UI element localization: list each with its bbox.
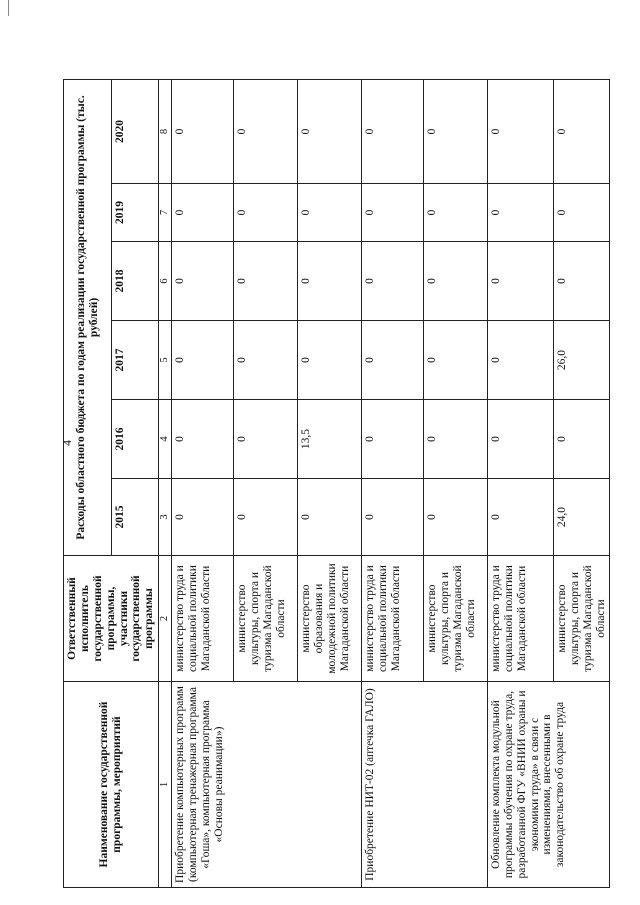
value-cell: 0 (361, 400, 423, 479)
value-cell: 13,5 (297, 400, 361, 479)
executor-cell: министерство культуры, спорта и туризма Магаданской области (423, 556, 487, 682)
executor-cell: министерство образования и молодежной политики Магаданской области (297, 556, 361, 682)
value-cell: 0 (171, 479, 233, 556)
value-cell: 0 (361, 321, 423, 400)
year-2019: 2019 (112, 184, 159, 242)
value-cell: 0 (423, 79, 487, 183)
column-number: 1 (159, 682, 172, 888)
column-number: 6 (159, 242, 172, 321)
scan-edge-mark (8, 0, 9, 16)
column-number: 8 (159, 79, 172, 183)
value-cell: 0 (361, 184, 423, 242)
value-cell: 0 (297, 242, 361, 321)
year-2020: 2020 (112, 79, 159, 183)
executor-cell: министерство труда и социальной политики Магаданской области (171, 556, 233, 682)
value-cell: 0 (487, 479, 553, 556)
header-executor: Ответственный исполнитель государственной программы, участники государственной программы (64, 556, 159, 682)
year-2018: 2018 (112, 242, 159, 321)
value-cell: 0 (297, 321, 361, 400)
column-number-row (159, 79, 172, 887)
value-cell: 0 (171, 79, 233, 183)
program-name-cell: Обновление комплекта модульной программы обучения по охране труда, разработанной ФГУ «ВНИИ охраны и экономики труда» в связи с изменениями, внесенными в законодательство об охране труда (487, 682, 610, 888)
value-cell: 0 (297, 79, 361, 183)
value-cell: 0 (553, 79, 610, 183)
value-cell: 0 (487, 184, 553, 242)
table-row (171, 79, 233, 887)
value-cell: 0 (487, 79, 553, 183)
column-number: 3 (159, 479, 172, 556)
value-cell: 0 (361, 79, 423, 183)
value-cell: 0 (487, 400, 553, 479)
column-number: 2 (159, 556, 172, 682)
year-2015: 2015 (112, 479, 159, 556)
value-cell: 0 (171, 321, 233, 400)
value-cell: 0 (233, 400, 297, 479)
value-cell: 0 (171, 242, 233, 321)
value-cell: 0 (171, 184, 233, 242)
page-number: 4 (60, 440, 74, 446)
executor-cell: министерство культуры, спорта и туризма Магаданской области (233, 556, 297, 682)
value-cell: 26,0 (553, 321, 610, 400)
value-cell: 0 (297, 184, 361, 242)
value-cell: 0 (171, 400, 233, 479)
column-number: 7 (159, 184, 172, 242)
executor-cell: министерство труда и социальной политики Магаданской области (487, 556, 553, 682)
value-cell: 0 (361, 242, 423, 321)
value-cell: 0 (361, 479, 423, 556)
year-2017: 2017 (112, 321, 159, 400)
value-cell: 0 (423, 242, 487, 321)
value-cell: 0 (423, 321, 487, 400)
rotated-page-content (63, 80, 607, 888)
value-cell: 0 (553, 242, 610, 321)
value-cell: 0 (487, 242, 553, 321)
program-name-cell: Приобретение компьютерных программ (компьютерная тренажерная программа «Гоша», компьютерная программа «Основы реанимации») (171, 682, 361, 888)
value-cell: 0 (553, 400, 610, 479)
table-row (361, 79, 423, 887)
value-cell: 0 (233, 242, 297, 321)
value-cell: 24,0 (553, 479, 610, 556)
program-name-cell: Приобретение НИТ-02 (аптечка ГАЛО) (361, 682, 487, 888)
executor-cell: министерство труда и социальной политики Магаданской области (361, 556, 423, 682)
table-row (487, 79, 553, 887)
value-cell: 0 (423, 400, 487, 479)
value-cell: 0 (233, 479, 297, 556)
value-cell: 0 (233, 321, 297, 400)
value-cell: 0 (423, 184, 487, 242)
value-cell: 0 (233, 79, 297, 183)
header-expenses: Расходы областного бюджета по годам реализации государственной программы (тыс. рублей) (64, 79, 112, 555)
value-cell: 0 (423, 479, 487, 556)
year-2016: 2016 (112, 400, 159, 479)
header-program-name: Наименование государственной программы, мероприятий (64, 682, 159, 888)
value-cell: 0 (487, 321, 553, 400)
value-cell: 0 (297, 479, 361, 556)
value-cell: 0 (553, 184, 610, 242)
executor-cell: министерство культуры, спорта и туризма Магаданской области (553, 556, 610, 682)
budget-table (63, 79, 610, 888)
column-number: 5 (159, 321, 172, 400)
column-number: 4 (159, 400, 172, 479)
value-cell: 0 (233, 184, 297, 242)
